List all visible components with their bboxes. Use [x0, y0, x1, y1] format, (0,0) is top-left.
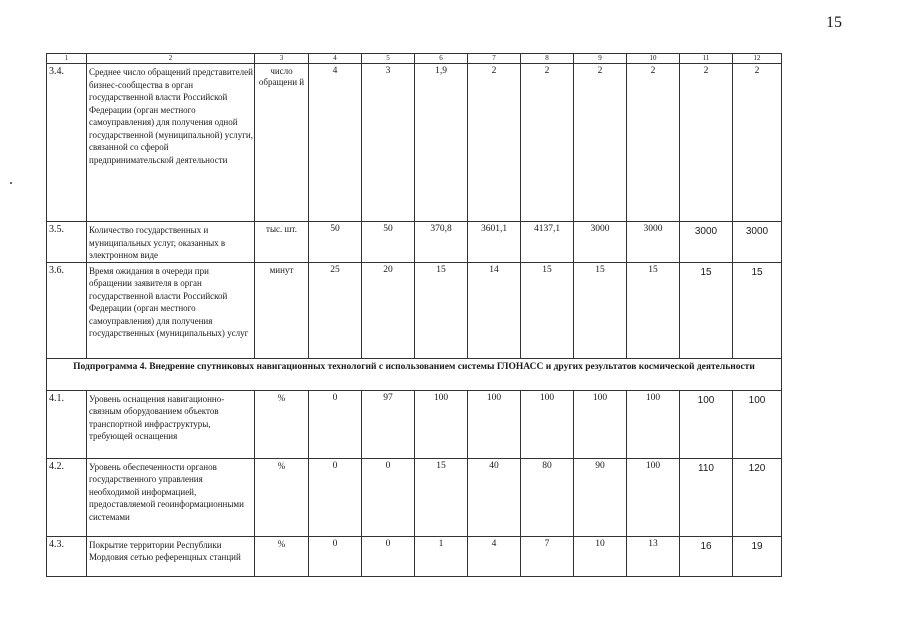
- value-cell: 25: [309, 262, 362, 358]
- col-header: 3: [255, 54, 309, 64]
- scan-speck: [10, 182, 12, 184]
- value-cell: 10: [574, 536, 627, 576]
- col-header: 12: [733, 54, 782, 64]
- value-cell: 20: [362, 262, 415, 358]
- value-cell: 2: [574, 64, 627, 222]
- value-cell: 2: [733, 64, 782, 222]
- value-cell: 40: [468, 458, 521, 536]
- indicator-description: Время ожидания в очереди при обращении заявителя в орган государственной власти Российской Федерации (орган местного самоуправления) для получения государственных (муниципальных) услуг: [87, 262, 255, 358]
- col-header: 8: [521, 54, 574, 64]
- value-cell: 2: [680, 64, 733, 222]
- value-cell: 3601,1: [468, 222, 521, 263]
- value-cell: 19: [733, 536, 782, 576]
- value-cell: 4: [468, 536, 521, 576]
- value-cell: 3000: [733, 222, 782, 263]
- indicator-description: Уровень оснащения навигационно-связным оборудованием объектов транспортной инфраструктуры, требующей оснащения: [87, 390, 255, 458]
- indicator-description: Количество государственных и муниципальных услуг, оказанных в электронном виде: [87, 222, 255, 263]
- indicator-description: Уровень обеспеченности органов государственного управления необходимой информацией, предоставляемой геоинформационными системами: [87, 458, 255, 536]
- col-header: 2: [87, 54, 255, 64]
- value-cell: 15: [415, 262, 468, 358]
- table-row: [47, 262, 782, 358]
- value-cell: 100: [415, 390, 468, 458]
- value-cell: 100: [627, 458, 680, 536]
- row-number: 4.2.: [47, 458, 87, 536]
- indicator-description: Покрытие территории Республики Мордовия сетью референцных станций: [87, 536, 255, 576]
- value-cell: 120: [733, 458, 782, 536]
- value-cell: 100: [468, 390, 521, 458]
- value-cell: 2: [521, 64, 574, 222]
- value-cell: 3000: [627, 222, 680, 263]
- subprogram-title: Подпрограмма 4. Внедрение спутниковых навигационных технологий с использованием системы ГЛОНАСС и других результатов космической деятельности: [47, 358, 782, 390]
- value-cell: 16: [680, 536, 733, 576]
- table-row: [47, 64, 782, 222]
- value-cell: 15: [574, 262, 627, 358]
- value-cell: 100: [521, 390, 574, 458]
- value-cell: 97: [362, 390, 415, 458]
- row-number: 4.3.: [47, 536, 87, 576]
- row-number: 3.5.: [47, 222, 87, 263]
- col-header: 9: [574, 54, 627, 64]
- value-cell: 0: [309, 390, 362, 458]
- value-cell: 100: [733, 390, 782, 458]
- unit-cell: минут: [255, 262, 309, 358]
- value-cell: 0: [362, 458, 415, 536]
- table-row: [47, 222, 782, 263]
- value-cell: 370,8: [415, 222, 468, 263]
- unit-cell: %: [255, 458, 309, 536]
- indicator-description: Среднее число обращений представителей бизнес-сообщества в орган государственной власти Российской Федерации (орган местного самоуправления) для получения одной государственной (муниципальной) услуги, связанной со сферой предпринимательской деятельности: [87, 64, 255, 222]
- table-row: [47, 536, 782, 576]
- col-header: 5: [362, 54, 415, 64]
- value-cell: 90: [574, 458, 627, 536]
- value-cell: 14: [468, 262, 521, 358]
- value-cell: 50: [362, 222, 415, 263]
- value-cell: 3000: [574, 222, 627, 263]
- row-number: 3.6.: [47, 262, 87, 358]
- col-header: 10: [627, 54, 680, 64]
- col-header: 6: [415, 54, 468, 64]
- value-cell: 100: [680, 390, 733, 458]
- value-cell: 1: [415, 536, 468, 576]
- unit-cell: число обращени й: [255, 64, 309, 222]
- unit-cell: %: [255, 390, 309, 458]
- value-cell: 15: [627, 262, 680, 358]
- value-cell: 15: [415, 458, 468, 536]
- value-cell: 100: [574, 390, 627, 458]
- value-cell: 0: [309, 536, 362, 576]
- row-number: 4.1.: [47, 390, 87, 458]
- col-header: 7: [468, 54, 521, 64]
- subprogram-row: [47, 358, 782, 390]
- indicators-table: [46, 53, 782, 577]
- value-cell: 50: [309, 222, 362, 263]
- table-row: [47, 390, 782, 458]
- value-cell: 3: [362, 64, 415, 222]
- value-cell: 2: [627, 64, 680, 222]
- value-cell: 0: [362, 536, 415, 576]
- table-row: [47, 458, 782, 536]
- col-header: 1: [47, 54, 87, 64]
- value-cell: 4: [309, 64, 362, 222]
- row-number: 3.4.: [47, 64, 87, 222]
- value-cell: 13: [627, 536, 680, 576]
- value-cell: 0: [309, 458, 362, 536]
- value-cell: 15: [680, 262, 733, 358]
- value-cell: 3000: [680, 222, 733, 263]
- unit-cell: тыс. шт.: [255, 222, 309, 263]
- page-number: 15: [826, 14, 842, 31]
- value-cell: 15: [733, 262, 782, 358]
- value-cell: 80: [521, 458, 574, 536]
- value-cell: 15: [521, 262, 574, 358]
- value-cell: 100: [627, 390, 680, 458]
- value-cell: 7: [521, 536, 574, 576]
- column-number-row: [47, 54, 782, 64]
- value-cell: 1,9: [415, 64, 468, 222]
- col-header: 11: [680, 54, 733, 64]
- unit-cell: %: [255, 536, 309, 576]
- value-cell: 110: [680, 458, 733, 536]
- value-cell: 2: [468, 64, 521, 222]
- col-header: 4: [309, 54, 362, 64]
- value-cell: 4137,1: [521, 222, 574, 263]
